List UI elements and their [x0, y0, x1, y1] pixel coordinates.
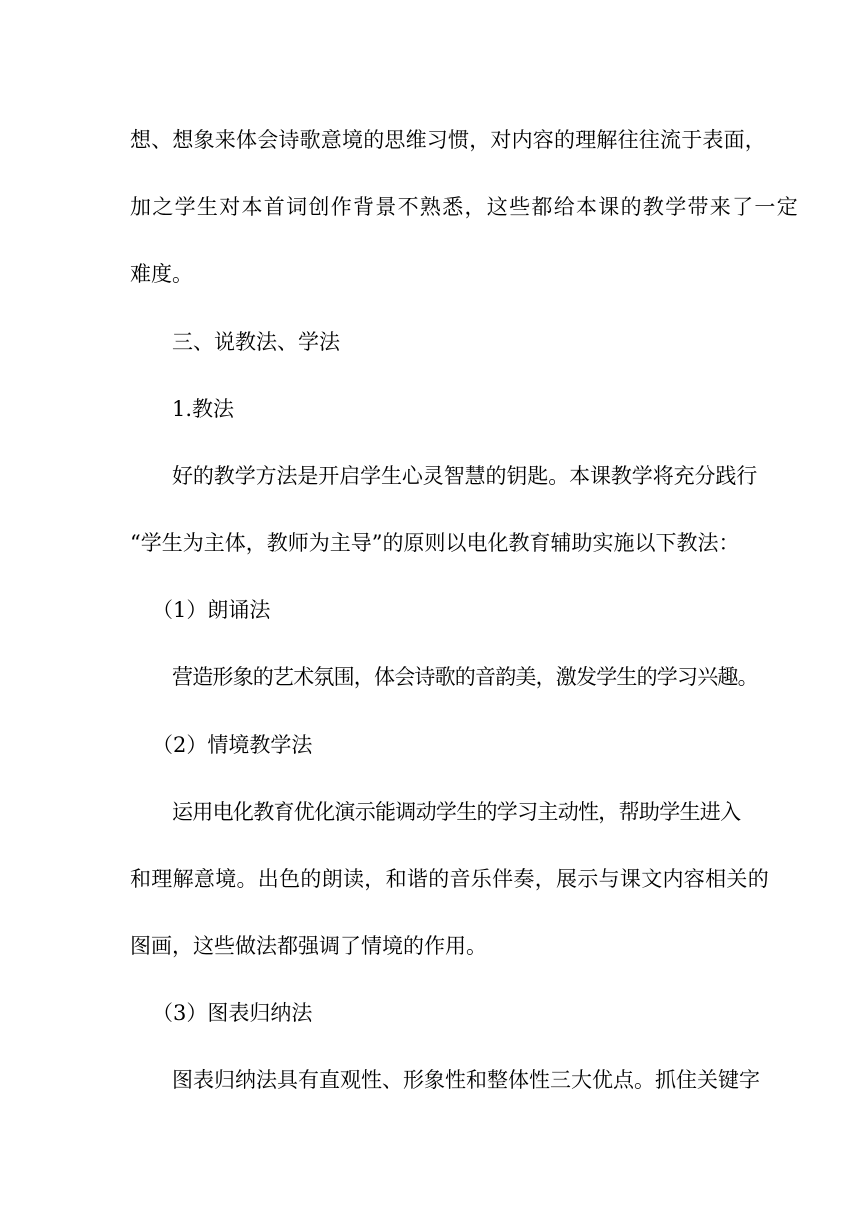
- paragraph-line: “学生为主体，教师为主导”的原则以电化教育辅助实施以下教法：: [130, 531, 740, 555]
- paragraph-line: 难度。: [130, 262, 193, 286]
- method-heading: （1）朗诵法: [152, 598, 271, 622]
- paragraph-line: 图表归纳法具有直观性、形象性和整体性三大优点。抓住关键字: [172, 1068, 760, 1092]
- paragraph-line: 好的教学方法是开启学生心灵智慧的钥匙。本课教学将充分践行: [172, 464, 758, 488]
- method-heading: （2）情境教学法: [152, 733, 313, 757]
- paragraph-line: 想、想象来体会诗歌意境的思维习惯，对内容的理解往往流于表面，: [130, 128, 766, 152]
- subsection-heading: 1.教法: [172, 397, 235, 421]
- paragraph-line: 图画，这些做法都强调了情境的作用。: [130, 934, 487, 958]
- section-heading: 三、说教法、学法: [172, 330, 340, 354]
- paragraph-line: 运用电化教育优化演示能调动学生的学习主动性，帮助学生进入: [172, 800, 741, 824]
- paragraph-line: 加之学生对本首词创作背景不熟悉，这些都给本课的教学带来了一定: [130, 195, 799, 219]
- paragraph-line: 和理解意境。出色的朗读，和谐的音乐伴奏，展示与课文内容相关的: [130, 867, 769, 891]
- method-heading: （3）图表归纳法: [152, 1001, 313, 1025]
- paragraph-line: 营造形象的艺术氛围，体会诗歌的音韵美，激发学生的学习兴趣。: [172, 665, 758, 689]
